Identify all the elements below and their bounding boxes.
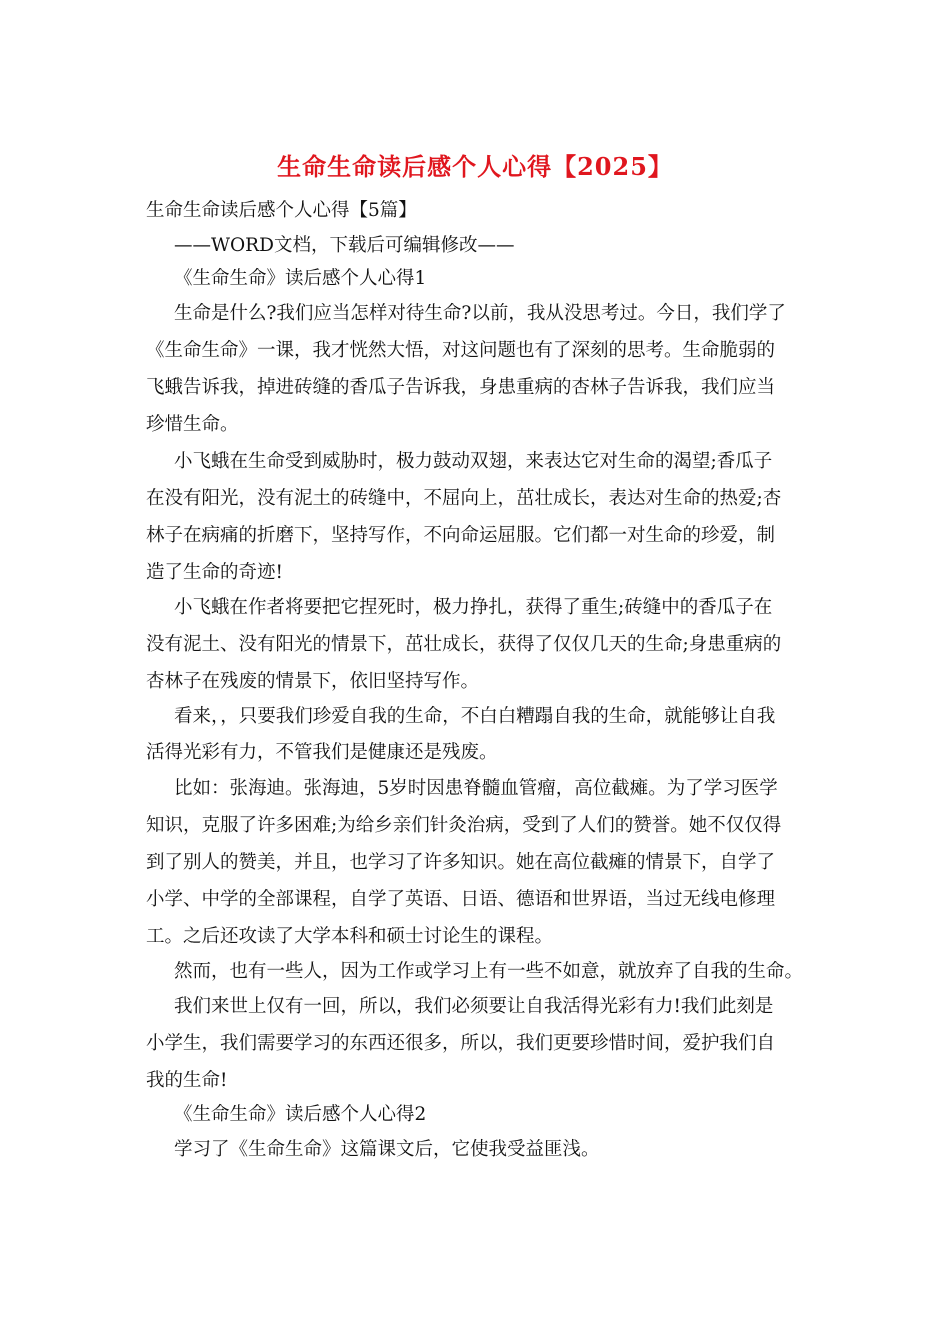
paragraph-line: 到了别人的赞美，并且，也学习了许多知识。她在高位截瘫的情景下，自学了 — [146, 852, 776, 873]
section-heading-1: 《生命生命》读后感个人心得1 — [174, 268, 427, 289]
paragraph-line: 小飞蛾在生命受到威胁时，极力鼓动双翅，来表达它对生命的渴望;香瓜子 — [174, 451, 773, 472]
paragraph-line: 杏林子在残废的情景下，依旧坚持写作。 — [146, 671, 480, 692]
word-doc-note: ——WORD文档，下载后可编辑修改—— — [174, 235, 515, 256]
paragraph-line: 工。之后还攻读了大学本科和硕士讨论生的课程。 — [146, 926, 554, 947]
document-title: 生命生命读后感个人心得【2025】 — [277, 152, 673, 181]
paragraph-line: 小学生，我们需要学习的东西还很多，所以，我们更要珍惜时间，爱护我们自 — [146, 1033, 776, 1054]
paragraph-line: 飞蛾告诉我，掉进砖缝的香瓜子告诉我，身患重病的杏林子告诉我，我们应当 — [146, 377, 776, 398]
paragraph-line: 造了生命的奇迹! — [146, 562, 283, 583]
paragraph-line: 比如：张海迪。张海迪，5岁时因患脊髓血管瘤，高位截瘫。为了学习医学 — [174, 778, 778, 799]
paragraph-line: 生命是什么?我们应当怎样对待生命?以前，我从没思考过。今日，我们学了 — [174, 303, 786, 324]
section-heading-2: 《生命生命》读后感个人心得2 — [174, 1104, 427, 1125]
paragraph-line: 林子在病痛的折磨下，坚持写作，不向命运屈服。它们都一对生命的珍爱，制 — [146, 525, 776, 546]
paragraph-line: 《生命生命》一课，我才恍然大悟，对这问题也有了深刻的思考。生命脆弱的 — [146, 340, 776, 361]
paragraph-line: 然而，也有一些人，因为工作或学习上有一些不如意，就放弃了自我的生命。 — [174, 961, 804, 982]
paragraph-line: 在没有阳光，没有泥土的砖缝中，不屈向上，茁壮成长，表达对生命的热爱;杏 — [146, 488, 782, 509]
paragraph-line: 珍惜生命。 — [146, 414, 239, 435]
paragraph-line: 小飞蛾在作者将要把它捏死时，极力挣扎，获得了重生;砖缝中的香瓜子在 — [174, 597, 773, 618]
paragraph-line: 没有泥土、没有阳光的情景下，茁壮成长，获得了仅仅几天的生命;身患重病的 — [146, 634, 782, 655]
paragraph-line: 我的生命! — [146, 1070, 228, 1091]
paragraph-line: 学习了《生命生命》这篇课文后，它使我受益匪浅。 — [174, 1139, 600, 1160]
subtitle-line: 生命生命读后感个人心得【5篇】 — [146, 200, 417, 221]
paragraph-line: 小学、中学的全部课程，自学了英语、日语、德语和世界语，当过无线电修理 — [146, 889, 776, 910]
paragraph-line: 我们来世上仅有一回，所以，我们必须要让自我活得光彩有力!我们此刻是 — [174, 996, 774, 1017]
paragraph-line: 看来，，只要我们珍爱自我的生命，不白白糟蹋自我的生命，就能够让自我 — [174, 706, 776, 727]
paragraph-line: 知识，克服了许多困难;为给乡亲们针灸治病，受到了人们的赞誉。她不仅仅得 — [146, 815, 782, 836]
paragraph-line: 活得光彩有力，不管我们是健康还是残废。 — [146, 742, 498, 763]
